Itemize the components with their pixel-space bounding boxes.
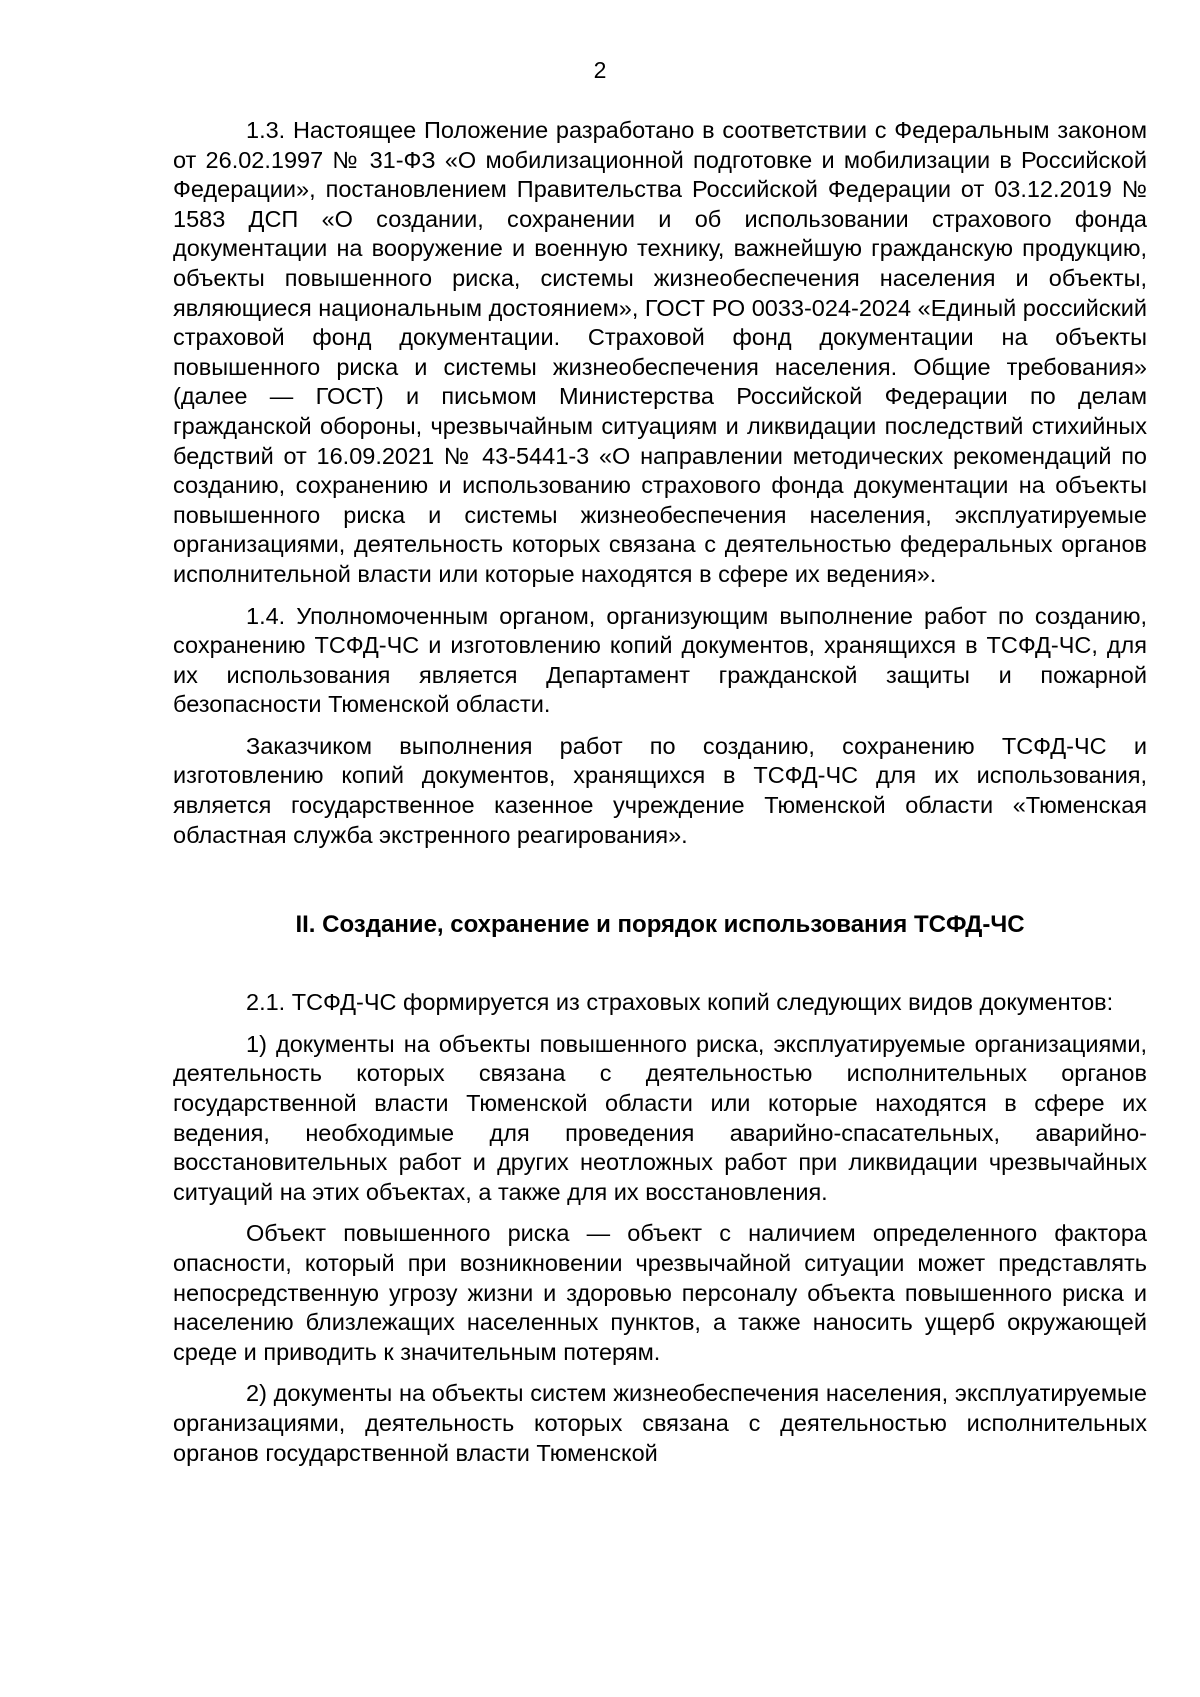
- paragraph-item-1: 1) документы на объекты повышенного риска, эксплуатируемые организациями, деятельность которых связана с деятельностью исполнительных органов государственной власти Тюменской области или которые находятся в сфере их ведения, необходимые для проведения аварийно-спасательных, аварийно-восстановительных работ и других неотложных работ при ликвидации чрезвычайных ситуаций на этих объектах, а также для их восстановления.: [173, 1030, 1147, 1205]
- paragraph-customer: Заказчиком выполнения работ по созданию, сохранению ТСФД-ЧС и изготовлению копий документов, хранящихся в ТСФД-ЧС для их использования, является государственное казенное учреждение Тюменской области «Тюменская областная служба экстренного реагирования».: [173, 732, 1147, 848]
- paragraph-risk-object-definition: Объект повышенного риска — объект с наличием определенного фактора опасности, который при возникновении чрезвычайной ситуации может представлять непосредственную угрозу жизни и здоровью персоналу объекта повышенного риска и населению близлежащих населенных пунктов, а также наносить ущерб окружающей среде и приводить к значительным потерям.: [173, 1220, 1147, 1365]
- paragraph-1-3: 1.3. Настоящее Положение разработано в соответствии с Федеральным законом от 26.02.1997 № 31-ФЗ «О мобилизационной подготовке и мобилизации в Российской Федерации», постановлением Правительства Российской Федерации от 03.12.2019 № 1583 ДСП «О создании, сохранении и об использовании страхового фонда документации на вооружение и военную технику, важнейшую гражданскую продукцию, объекты повышенного риска, системы жизнеобеспечения населения и объекты, являющиеся национальным достоянием», ГОСТ РО 0033-024-2024 «Единый российский страховой фонд документации. Страховой фонд документации на объекты повышенного риска и системы жизнеобеспечения населения. Общие требования» (далее — ГОСТ) и письмом Министерства Российской Федерации по делам гражданской обороны, чрезвычайным ситуациям и ликвидации последствий стихийных бедствий от 16.09.2021 № 43-5441-3 «О направлении методических рекомендаций по созданию, сохранению и использованию страхового фонда документации на объекты повышенного риска и системы жизнеобеспечения населения, эксплуатируемые организациями, деятельность которых связана с деятельностью федеральных органов исполнительной власти или которые находятся в сфере их ведения».: [173, 117, 1147, 587]
- paragraph-2-1: 2.1. ТСФД-ЧС формируется из страховых копий следующих видов документов:: [246, 989, 1114, 1016]
- section-heading: II. Создание, сохранение и порядок использования ТСФД-ЧС: [295, 911, 1025, 939]
- page-number: 2: [593, 57, 607, 83]
- paragraph-item-2: 2) документы на объекты систем жизнеобеспечения населения, эксплуатируемые организациями, деятельность которых связана с деятельностью исполнительных органов государственной власти Тюменской: [173, 1380, 1147, 1466]
- paragraph-1-4: 1.4. Уполномоченным органом, организующим выполнение работ по созданию, сохранению ТСФД-ЧС и изготовлению копий документов, хранящихся в ТСФД-ЧС, для их использования является Департамент гражданской защиты и пожарной безопасности Тюменской области.: [173, 602, 1147, 718]
- document-body: [173, 116, 1147, 1468]
